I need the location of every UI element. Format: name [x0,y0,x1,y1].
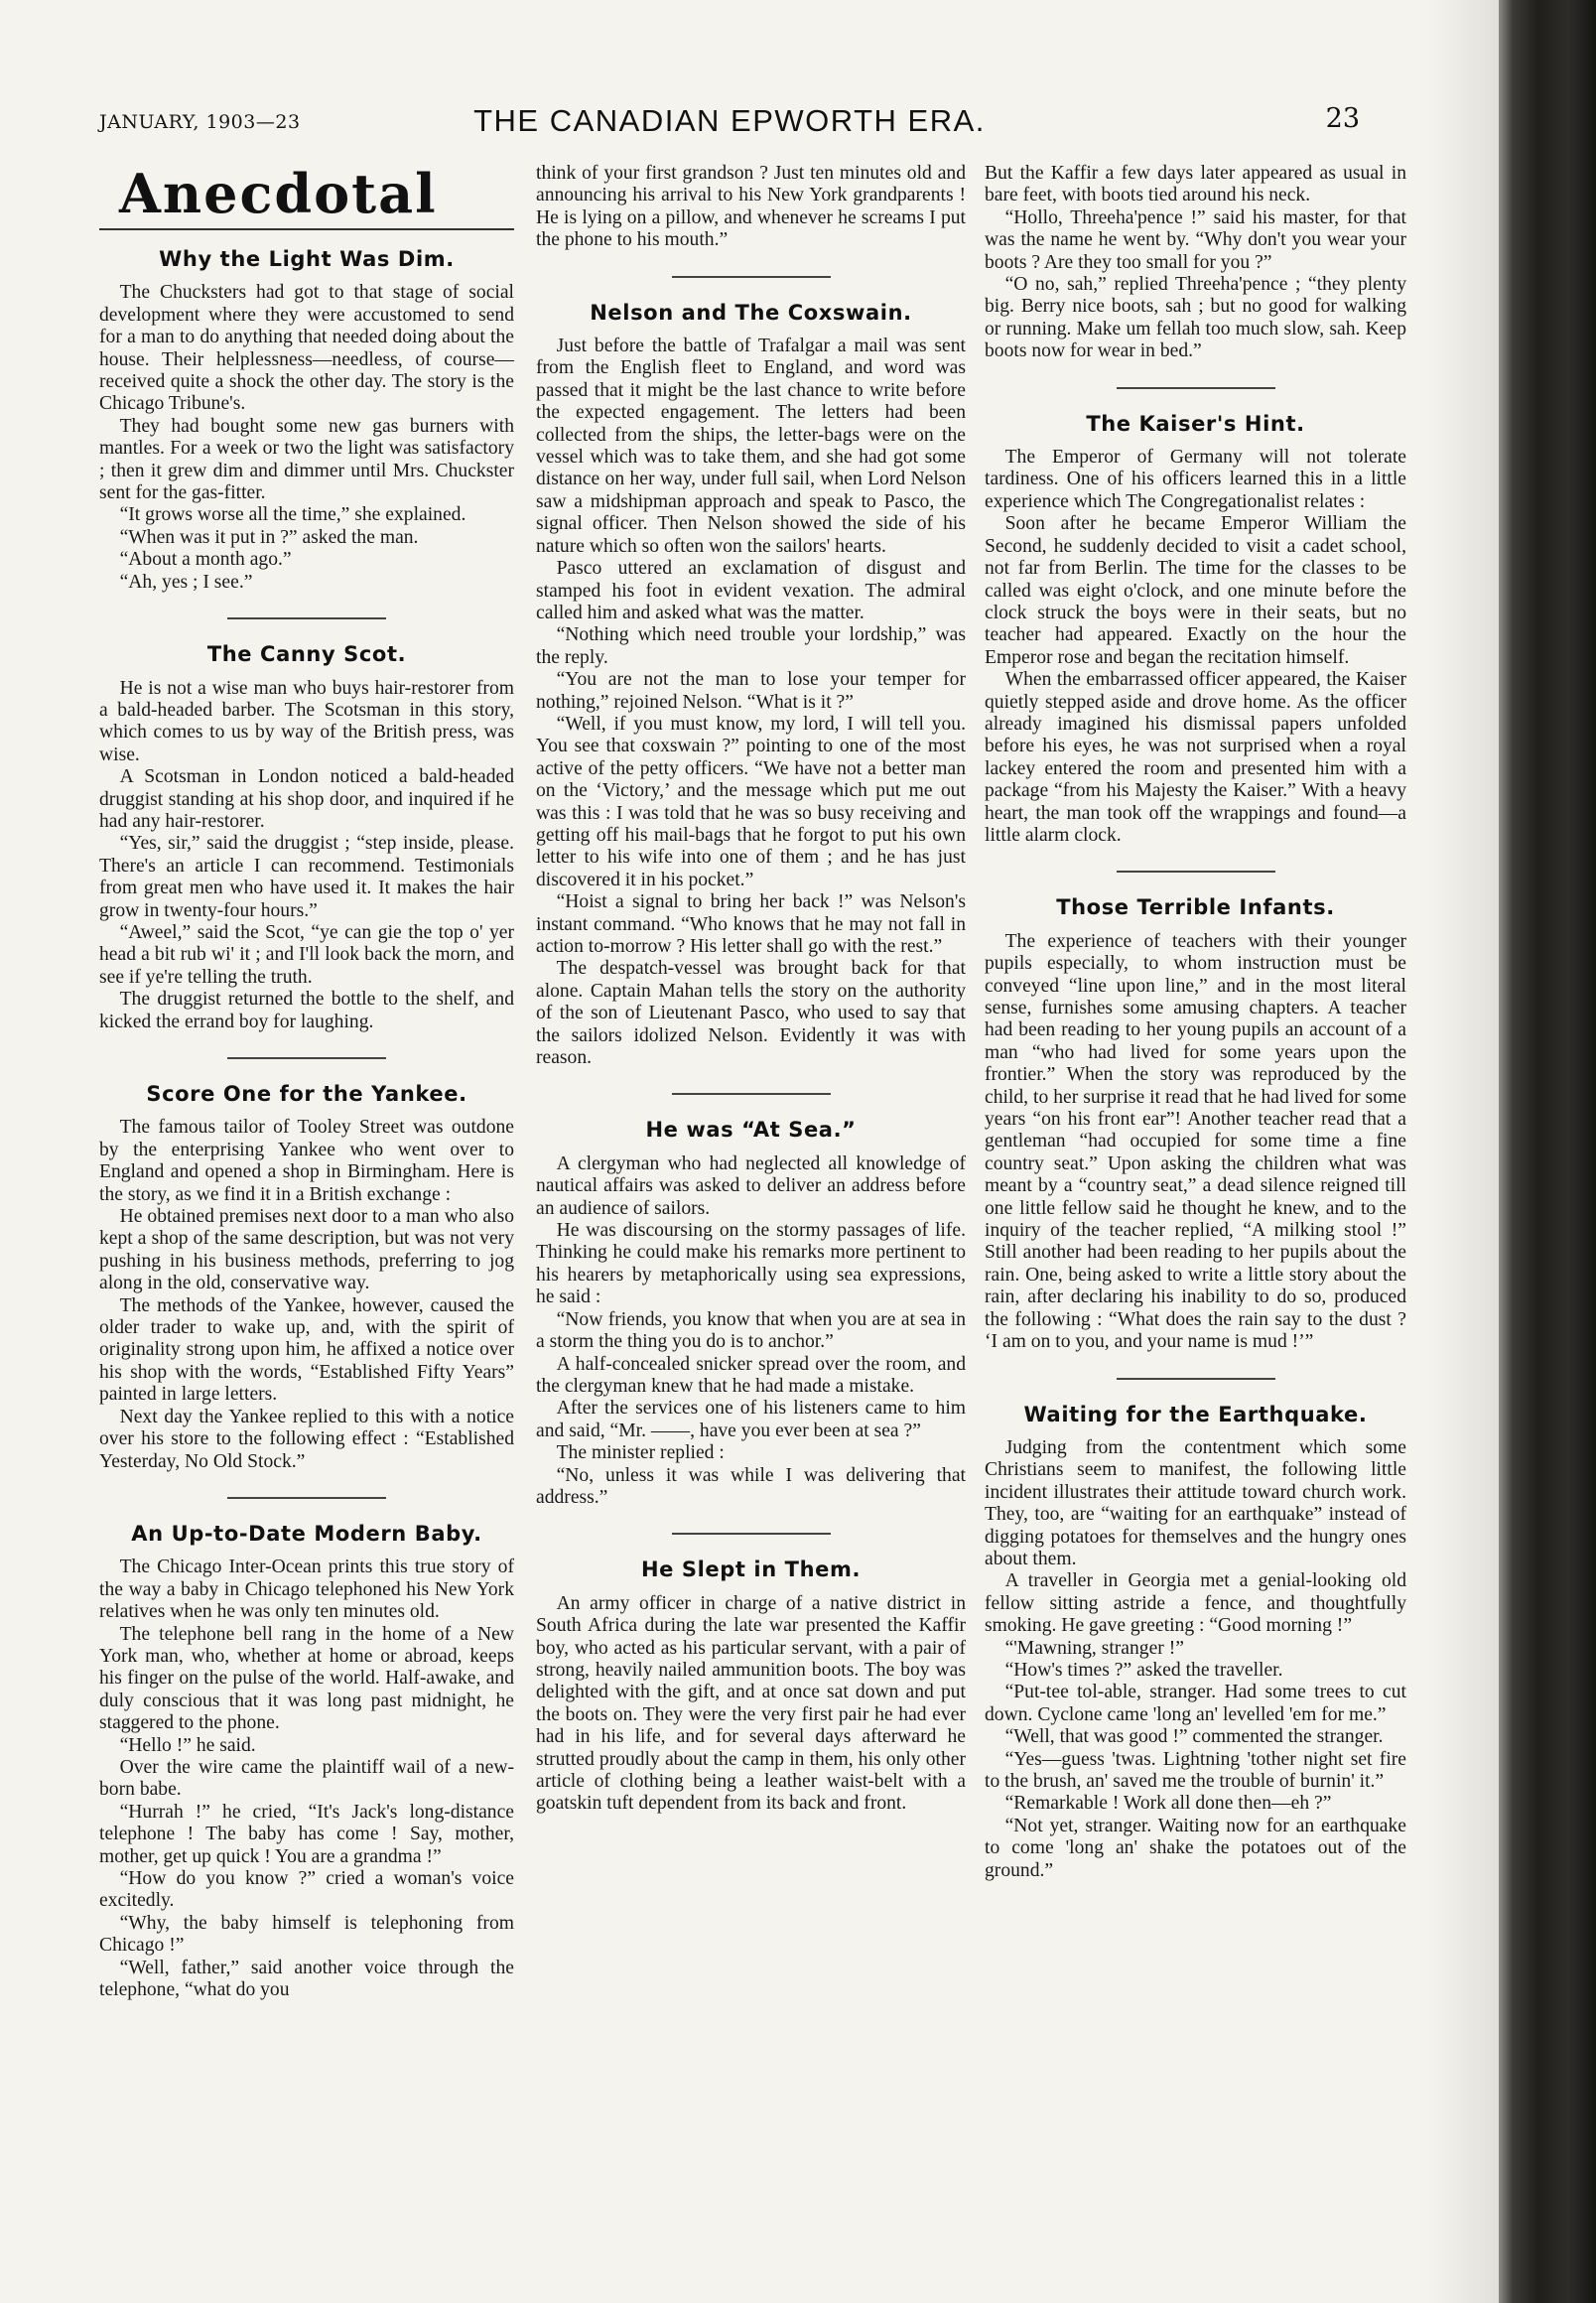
article-paragraph: The druggist returned the bottle to the shelf, and kicked the errand boy for laughing. [99,989,514,1032]
article-paragraph: “No, unless it was while I was delivering that address.” [536,1464,966,1508]
article-paragraph: “Now friends, you know that when you are at sea in a storm the thing you do is to anchor.” [536,1308,966,1353]
article-paragraph: Just before the battle of Trafalgar a mail was sent from the English fleet to England, and word was passed that it might be the last chance to write before the expected engagement. The letters had been collected from the ships, the letter-bags were on the vessel which was to take them, and she had got some distance on her way, under full sail, when Lord Nelson saw a midshipman approach and speak to Pasco, the signal officer. Then Nelson showed the side of his nature which so often won the sailors' hearts. [536,336,966,557]
article-separator [227,617,386,619]
article-separator [672,276,831,278]
article-title: Those Terrible Infants. [1056,895,1335,920]
article-paragraph: Judging from the contentment which some Christians seem to manifest, the following little incident illustrates their attitude toward church work. They, too, are “waiting for an earthquake” instead of digging potatoes for themselves and the hungry ones about them. [985,1436,1406,1569]
article-paragraph: The methods of the Yankee, however, caused the older trader to wake up, and, with the spirit of originality strong upon him, he affixed a notice over his shop with the words, “Established Fifty Years” painted in large letters. [99,1294,514,1406]
section-masthead: Anecdotal [119,162,438,225]
masthead-rule [99,228,514,230]
article-paragraph: “Hello !” he said. [119,1734,256,1756]
article-paragraph: “Hurrah !” he cried, “It's Jack's long-distance telephone ! The baby has come ! Say, mother, mother, get up quick ! You are a grandma !” [99,1801,514,1867]
article-paragraph: “Well, if you must know, my lord, I will tell you. You see that coxswain ?” pointing to one of the most active of the petty officers. “We have not a better man on the ‘Victory,’ and the message which put me out was this : I was told that he was so busy receiving and getting off his mail-bags that he forgot to put his own letter to his wife into one of them ; and he has just discovered it in his pocket.” [536,713,966,890]
column-1 [99,163,514,2001]
article-paragraph: “Hoist a signal to bring her back !” was Nelson's instant command. “Who knows that he may not fall in action to-morrow ? His letter shall go with the rest.” [536,891,966,957]
article-paragraph: Soon after he became Emperor William the Second, he suddenly decided to visit a cadet school, not far from Berlin. The time for the classes to be called was eight o'clock, and one minute before the clock struck the boys were in their seats, but no teacher had appeared. Exactly on the hour the Emperor rose and began the recitation himself. [985,513,1406,668]
page-number: 23 [1325,103,1360,134]
article-separator [227,1497,386,1499]
article-paragraph: “Well, father,” said another voice through the telephone, “what do you [99,1957,514,2001]
article-paragraph: He obtained premises next door to a man who also kept a shop of the same description, but was not very pushing in his business methods, preferring to jog along in the old, conservative way. [99,1206,514,1294]
article-paragraph: think of your first grandson ? Just ten minutes old and announcing his arrival to his New York grandparents ! He is lying on a pillow, and whenever he screams I put the phone to his mouth.” [536,163,966,251]
article-separator [1117,871,1275,873]
article-paragraph: But the Kaffir a few days later appeared as usual in bare feet, with boots tied around his neck. [985,163,1406,206]
article-paragraph: “Why, the baby himself is telephoning from Chicago !” [99,1912,514,1957]
article-paragraph: Next day the Yankee replied to this with a notice over his store to the following effect : “Established Yesterday, No Old Stock.” [99,1406,514,1472]
article-separator [1117,387,1275,389]
article-paragraph: The Emperor of Germany will not tolerate tardiness. One of his officers learned this in a little experience which The Congregationalist relates : [985,447,1406,512]
article-paragraph: “Put-tee tol-able, stranger. Had some trees to cut down. Cyclone came 'long an' levelled 'em for me.” [985,1682,1406,1725]
article-paragraph: They had bought some new gas burners with mantles. For a week or two the light was satisfactory ; then it grew dim and dimmer until Mrs. Chuckster sent for the gas-fitter. [99,415,514,504]
article-paragraph: When the embarrassed officer appeared, the Kaiser quietly stepped aside and drove home. As the officer already imagined his dismissal papers unfolded before his eyes, he was not surprised when a royal lackey entered the room and presented him with a package “from his Majesty the Kaiser.” With a heavy heart, the man took off the wrappings and found—a little alarm clock. [985,669,1406,846]
header-date: JANUARY, 1903—23 [99,111,301,133]
article-title: The Kaiser's Hint. [1086,411,1305,436]
article-paragraph: An army officer in charge of a native district in South Africa during the late war presented the Kaffir boy, who acted as his particular servant, with a pair of strong, heavily nailed ammunition boots. The boy was delighted with the gift, and at once sat down and put the boots on. They were the very first pair he had ever had in his life, and for several days afterward he strutted proudly about the camp in them, his only other article of clothing being a leather waist-belt with a goatskin tuft dependent from its back and front. [536,1592,966,1815]
article-paragraph: “'Mawning, stranger !” [1004,1637,1184,1659]
article-paragraph: The experience of teachers with their younger pupils especially, to whom instruction must be conveyed “line upon line,” and in the most literal sense, furnishes some amusing chapters. A teacher had been reading to her young pupils an account of a man “who had lived for some years upon the frontier.” When the story was reproduced by the child, to her surprise it read that he had lived for some years “on his front ear”! Another teacher read that a gentleman “had occupied for some time a fine country seat.” Upon asking the children what was meant by a “country seat,” a dead silence reigned till one little fellow said he thought he knew, and to the inquiry of the teacher replied, “A milking stool !” Still another had been reading to her pupils about the rain. One, being asked to write a little story about the rain, after declaring his inability to do so, produced the following : “What does the rain say to the dust ? ‘I am on to you, and your name is mud !’” [985,930,1406,1353]
article-title: An Up-to-Date Modern Baby. [131,1521,482,1546]
article-paragraph: The Chucksters had got to that stage of social development where they were accustomed to send for a man to do anything that needed doing about the house. Their helplessness—needless, of course—received quite a shock the other day. The story is the Chicago Tribune's. [99,282,514,415]
article-paragraph: “Hollo, Threeha'pence !” said his master, for that was the name he went by. “Why don't you wear your boots ? Are they too small for you ?” [985,206,1406,273]
article-paragraph: A Scotsman in London noticed a bald-headed druggist standing at his shop door, and inquired if he had any hair-restorer. [99,766,514,832]
article-paragraph: “How's times ?” asked the traveller. [1004,1659,1283,1681]
article-paragraph: “It grows worse all the time,” she explained. [119,504,466,526]
article-paragraph: “Not yet, stranger. Waiting now for an earthquake to come 'long an' shake the potatoes out of the ground.” [985,1815,1406,1881]
column-3 [985,163,1406,1882]
article-paragraph: The minister replied : [556,1442,725,1464]
article-paragraph: “When was it put in ?” asked the man. [119,526,419,548]
article-paragraph: Over the wire came the plaintiff wail of a new-born babe. [99,1756,514,1801]
article-paragraph: The despatch-vessel was brought back for that alone. Captain Mahan tells the story on the authority of the son of Lieutenant Pasco, who used to say that the sailors idolized Nelson. Evidently it was with reason. [536,958,966,1069]
article-title: He Slept in Them. [640,1558,862,1582]
gutter-shadow [1429,0,1499,2303]
article-paragraph: “Nothing which need trouble your lordship,” was the reply. [536,624,966,668]
article-paragraph: “Aweel,” said the Scot, “ye can gie the top o' yer head a bit rub wi' it ; and I'll look back the morn, and see if ye're telling the truth. [99,921,514,988]
column-2 [536,163,966,1816]
article-paragraph: He is not a wise man who buys hair-restorer from a bald-headed barber. The Scotsman in this story, which comes to us by way of the British press, was wise. [99,677,514,765]
article-separator [1117,1378,1275,1380]
article-paragraph: The telephone bell rang in the home of a New York man, who, whether at home or abroad, keeps his finger on the pulse of the world. Half-awake, and duly conscious that it was long past midnight, he staggered to the phone. [99,1623,514,1734]
article-paragraph: “O no, sah,” replied Threeha'pence ; “they plenty big. Berry nice boots, sah ; but no good for walking or running. Make um fellah too much slow, sah. Keep boots now for wear in bed.” [985,274,1406,362]
article-title: The Canny Scot. [206,642,407,667]
article-paragraph: “Yes, sir,” said the druggist ; “step inside, please. There's an article I can recommend. Testimonials from great men who have used it. It makes the hair grow in twenty-four hours.” [99,833,514,921]
article-paragraph: After the services one of his listeners came to him and said, “Mr. ——, have you ever been at sea ?” [536,1398,966,1441]
article-paragraph: “About a month ago.” [119,549,292,571]
article-title: Why the Light Was Dim. [159,247,455,271]
article-paragraph: “Yes—guess 'twas. Lightning 'tother night set fire to the brush, an' saved me the trouble of burnin' it.” [985,1748,1406,1792]
article-separator [672,1533,831,1535]
article-title: He was “At Sea.” [645,1118,857,1143]
article-title: Nelson and The Coxswain. [590,300,912,325]
article-paragraph: “Ah, yes ; I see.” [119,571,253,593]
article-paragraph: A clergyman who had neglected all knowledge of nautical affairs was asked to deliver an address before an audience of sailors. [536,1152,966,1219]
article-paragraph: “How do you know ?” cried a woman's voice excitedly. [99,1868,514,1912]
page-header [99,103,1360,143]
article-paragraph: He was discoursing on the stormy passages of life. Thinking he could make his remarks more pertinent to his hearers by metaphorically using sea expressions, he said : [536,1220,966,1308]
article-separator [227,1057,386,1059]
book-binding-edge [1499,0,1596,2303]
publication-title: THE CANADIAN EPWORTH ERA. [473,103,986,138]
article-separator [672,1093,831,1095]
article-paragraph: “Remarkable ! Work all done then—eh ?” [1004,1793,1332,1815]
article-title: Waiting for the Earthquake. [1023,1402,1368,1426]
article-paragraph: The famous tailor of Tooley Street was outdone by the enterprising Yankee who went over to England and opened a shop in Birmingham. Here is the story, as we find it in a British exchange : [99,1117,514,1205]
article-paragraph: A half-concealed snicker spread over the room, and the clergyman knew that he had made a mistake. [536,1353,966,1397]
article-title: Score One for the Yankee. [146,1082,467,1106]
article-paragraph: “You are not the man to lose your temper for nothing,” rejoined Nelson. “What is it ?” [536,669,966,713]
article-paragraph: The Chicago Inter-Ocean prints this true story of the way a baby in Chicago telephoned his New York relatives when he was only ten minutes old. [99,1557,514,1623]
article-paragraph: A traveller in Georgia met a genial-looking old fellow sitting astride a fence, and thoughtfully smoking. He gave greeting : “Good morning !” [985,1570,1406,1637]
article-paragraph: “Well, that was good !” commented the stranger. [1004,1726,1384,1748]
article-paragraph: Pasco uttered an exclamation of disgust and stamped his foot in evident vexation. The admiral called him and asked what was the matter. [536,558,966,623]
